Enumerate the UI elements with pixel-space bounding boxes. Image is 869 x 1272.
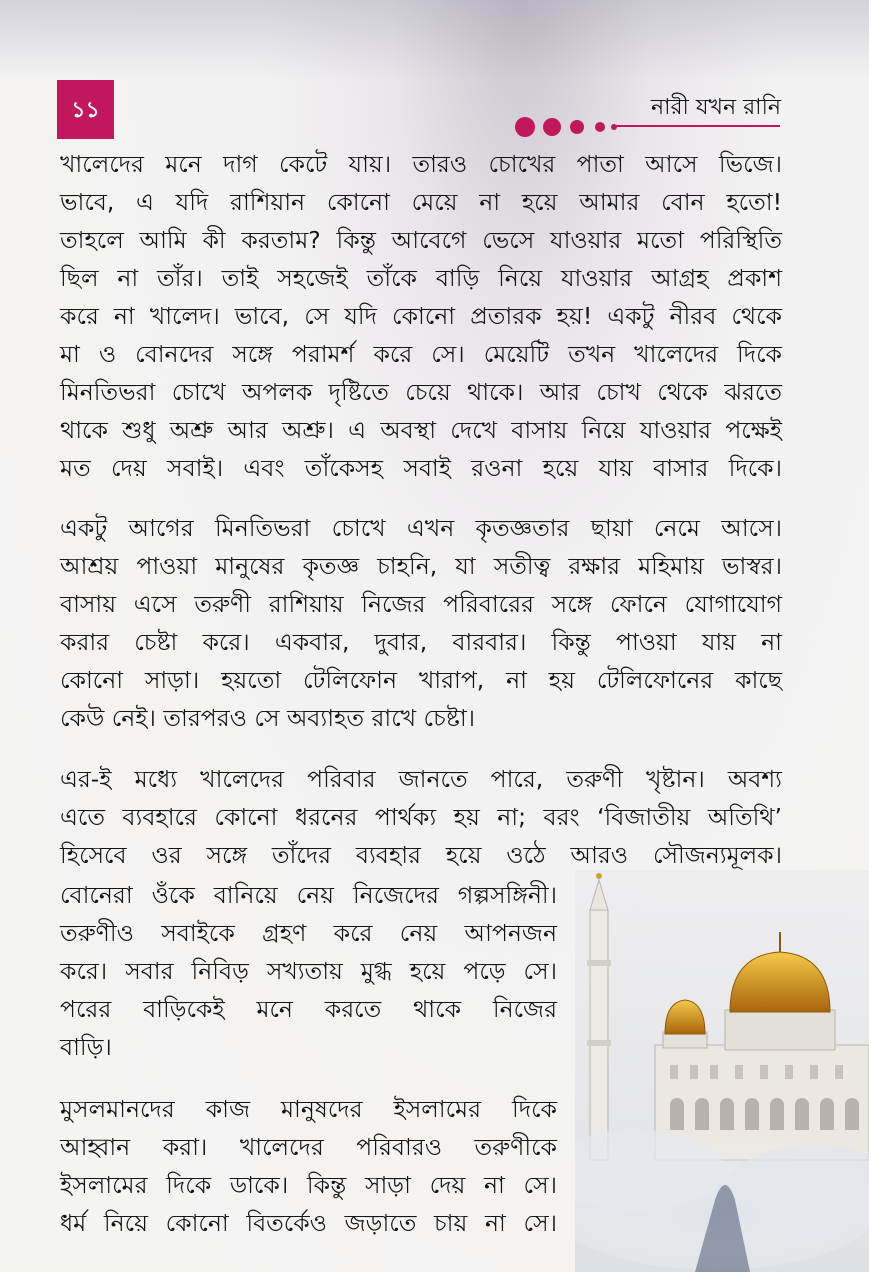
text-line: ভাবে, এ যদি রাশিয়ান কোনো মেয়ে না হয়ে আমার বোন হতো! [60, 188, 782, 216]
paragraph-3 [60, 760, 782, 874]
text-line: করার চেষ্টা করে। একবার, দুবার, বারবার। কিন্তু পাওয়া যায় না [60, 628, 782, 656]
text-line: মত দেয় সবাই। এবং তাঁকেসহ সবাই রওনা হয়ে যায় বাসার দিকে। [60, 454, 782, 482]
text-line: হিসেবে ওর সঙ্গে তাঁদের ব্যবহার হয়ে ওঠে আরও সৌজন্যমূলক। [60, 841, 782, 869]
paragraph-2 [60, 509, 782, 737]
text-line: কোনো সাড়া। হয়তো টেলিফোন খারাপ, না হয় টেলিফোনের কাছে [60, 666, 782, 694]
text-line: বাড়ি। [60, 1033, 112, 1061]
text-line: ধর্ম নিয়ে কোনো বিতর্কেও জড়াতে চায় না সে। [60, 1209, 557, 1237]
text-line: ছিল না তাঁর। তাই সহজেই তাঁকে বাড়ি নিয়ে যাওয়ার আগ্রহ প্রকাশ [60, 264, 782, 292]
text-line: তাহলে আমি কী করতাম? কিন্তু আবেগে ভেসে যাওয়ার মতো পরিস্থিতি [60, 226, 782, 254]
text-line: বাসায় এসে তরুণী রাশিয়ায় নিজের পরিবারের সঙ্গে ফোনে যোগাযোগ [60, 590, 782, 618]
header-cloud-decoration [0, 0, 869, 80]
text-line: বোনেরা ওঁকে বানিয়ে নেয় নিজেদের গল্পসঙ্গিনী। [60, 881, 557, 909]
text-line: পরের বাড়িকেই মনে করতে থাকে নিজের [60, 995, 557, 1023]
text-line: আশ্রয় পাওয়া মানুষের কৃতজ্ঞ চাহনি, যা সতীত্ব রক্ষার মহিমায় ভাস্বর। [60, 552, 782, 580]
running-title: নারী যখন রানি [650, 95, 781, 120]
text-line: মা ও বোনদের সঙ্গে পরামর্শ করে সে। মেয়েটি তখন খালেদের দিকে [60, 340, 782, 368]
text-line: তরুণীও সবাইকে গ্রহণ করে নেয় আপনজন [60, 919, 557, 947]
text-line: মুসলমানদের কাজ মানুষদের ইসলামের দিকে [60, 1095, 557, 1123]
text-line: কেউ নেই। তারপরও সে অব্যাহত রাখে চেষ্টা। [60, 704, 476, 732]
text-line: এর-ই মধ্যে খালেদের পরিবার জানতে পারে, তরুণী খৃষ্টান। অবশ্য [60, 765, 782, 793]
paragraph-5 [60, 1090, 557, 1242]
text-line: এতে ব্যবহারে কোনো ধরনের পার্থক্য হয় না; বরং ‘বিজাতীয় অতিথি’ [60, 803, 782, 831]
text-line: ইসলামের দিকে ডাকে। কিন্তু সাড়া দেয় না সে। [60, 1171, 557, 1199]
text-line: মিনতিভরা চোখে অপলক দৃষ্টিতে চেয়ে থাকে। আর চোখ থেকে ঝরতে [60, 378, 782, 406]
paragraph-4 [60, 876, 557, 1066]
text-line: থাকে শুধু অশ্রু আর অশ্রু। এ অবস্থা দেখে বাসায় নিয়ে যাওয়ার পক্ষেই [60, 416, 782, 444]
paragraph-1 [60, 145, 782, 487]
text-line: করে না খালেদ। ভাবে, সে যদি কোনো প্রতারক হয়! একটু নীরব থেকে [60, 302, 782, 330]
title-dots-decoration [515, 115, 780, 139]
page-number-badge: ১১ [57, 80, 114, 139]
mosque-illustration [575, 870, 869, 1272]
text-line: একটু আগের মিনতিভরা চোখে এখন কৃতজ্ঞতার ছায়া নেমে আসে। [60, 514, 782, 542]
text-line: আহ্বান করা। খালেদের পরিবারও তরুণীকে [60, 1133, 557, 1161]
text-line: খালেদের মনে দাগ কেটে যায়। তারও চোখের পাতা আসে ভিজে। [60, 150, 782, 178]
text-line: করে। সবার নিবিড় সখ্যতায় মুগ্ধ হয়ে পড়ে সে। [60, 957, 557, 985]
